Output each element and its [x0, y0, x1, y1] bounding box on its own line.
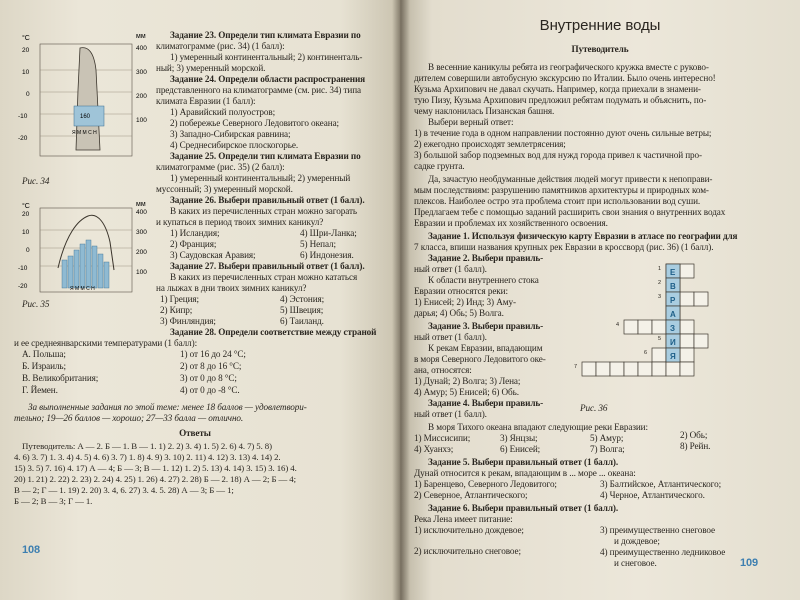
task25-line: климатограмме (рис. 35) (2 балл):: [156, 162, 285, 172]
question-line: Выбери верный ответ:: [428, 117, 514, 127]
task3-option: 4) Амур; 5) Енисей; 6) Обь.: [414, 387, 519, 397]
crossword-letter: Р: [670, 296, 676, 305]
task4-option: 5) Амур;: [590, 433, 624, 443]
task3-line: К рекам Евразии, впадающим: [428, 343, 543, 353]
score-text: За выполненные задания по этой теме: менее 18 баллов — удовлетвори-: [28, 402, 307, 412]
para2-line: мым последствиям: разрушению памятников архитектуры и природных ком-: [414, 185, 709, 195]
intro-line: В весенние каникулы ребята из географического кружка вместе с руково-: [428, 62, 709, 72]
task4-title: Задание 4. Выбери правиль-: [428, 398, 544, 408]
task5-line: Дунай относится к рекам, впадающим в ... море ... океана:: [414, 468, 636, 478]
task28-title: Задание 28. Определи соответствие между страной: [170, 327, 377, 337]
svg-text:-10: -10: [18, 113, 28, 120]
svg-text:200: 200: [136, 93, 147, 100]
task3-title: Задание 3. Выбери правиль-: [428, 321, 544, 331]
task4-option: 8) Рейн.: [680, 441, 711, 451]
crossword-letter: Я: [670, 352, 676, 361]
question-line: садке грунта.: [414, 161, 465, 171]
book-gutter: [392, 0, 410, 600]
task6-title: Задание 6. Выбери правильный ответ (1 балл).: [428, 503, 619, 513]
crossword-letter: В: [670, 282, 676, 291]
question-line: 3) большой забор подземных вод для нужд города привел к частичной про-: [414, 150, 702, 160]
task27-option: 5) Швеция;: [280, 305, 324, 315]
fig34-y-left-label: °С: [22, 35, 30, 42]
right-page: [400, 0, 800, 600]
para2-line: плексов. Наиболее остро эта проблема стоит при использовании вод суши.: [414, 196, 701, 206]
task27-option: 4) Эстония;: [280, 294, 325, 304]
task28-temp: 3) от 0 до 8 °С;: [180, 373, 237, 383]
fig35-left-ticks: [18, 211, 30, 290]
task28-temp: 4) от 0 до -8 °С.: [180, 385, 240, 395]
para2-line: Евразии и проблемах их хозяйственного освоения.: [414, 218, 608, 228]
task4-option: 3) Янцзы;: [500, 433, 538, 443]
climatogram-fig35: [18, 198, 158, 298]
crossword-numbers: [574, 266, 661, 370]
task3-line: ный ответ (1 балл).: [414, 332, 487, 342]
task27-line: на лыжах в дни твоих зимних каникул?: [156, 283, 307, 293]
svg-text:400: 400: [136, 45, 147, 52]
task26-line: В каких из перечисленных стран можно загорать: [170, 206, 357, 216]
task28-country: В. Великобритания;: [22, 373, 99, 383]
svg-text:20: 20: [22, 211, 30, 218]
svg-text:0: 0: [26, 247, 30, 254]
answers-line: В — 2; Г — 1. 19) 2. 20) 3. 4, 6. 27) 3. 4. 5. 28) А — 3; Б — 1;: [14, 485, 234, 495]
svg-text:100: 100: [136, 269, 147, 276]
task5-option: 4) Черное, Атлантического.: [600, 490, 705, 500]
fig34-caption: Рис. 34: [22, 176, 50, 186]
question-line: 2) ежегодно происходят землетрясения;: [414, 139, 566, 149]
intro-line: чему наклонилась Пизанская башня.: [414, 106, 555, 116]
question-line: 1) в течение года в одном направлении постоянно дуют очень сильные ветры;: [414, 128, 712, 138]
task4-option: 4) Хуанхэ;: [414, 444, 454, 454]
task26-option: 1) Исландия;: [170, 228, 220, 238]
crossword-number: 5: [658, 336, 662, 342]
para2-line: Предлагаем тебе с помощью заданий расширить свои знания о внутренних водах: [414, 207, 726, 217]
task24-line: 1) Аравийский полуостров;: [170, 107, 276, 117]
task2-option: дарья; 4) Обь; 5) Волга.: [414, 308, 504, 318]
fig34-left-ticks: [18, 47, 30, 142]
task6-line: Река Лена имеет питание:: [414, 514, 513, 524]
task6-option: 2) исключительно снеговое;: [414, 546, 521, 556]
task28-temp: 1) от 16 до 24 °С;: [180, 349, 246, 359]
task26-line: и купаться в период твоих зимних каникул?: [156, 217, 324, 227]
task1-line: 7 класса, впиши названия крупных рек Евразии в кроссворд (рис. 36) (1 балл).: [414, 242, 714, 252]
task1-line: Задание 1. Используя физическую карту Евразии в атласе по географии для: [428, 231, 738, 241]
task6-option: и дождевое;: [614, 536, 660, 546]
task2-line: Евразии относятся реки:: [414, 286, 508, 296]
section-subheading: Путеводитель: [571, 44, 629, 54]
task27-line: В каких из перечисленных стран можно кататься: [170, 272, 358, 282]
answers-line: 4. 6) 3. 7) 1. 3. 4) 4. 5) 4. 6) 3. 7) 1. 8) 4. 9) 3. 10) 2. 11) 4. 12) 3. 13) 4. 14) 2.: [14, 452, 281, 462]
svg-text:10: 10: [22, 229, 30, 236]
task24-line: 4) Среднесибирское плоскогорье.: [170, 140, 299, 150]
fig35-caption: Рис. 35: [22, 299, 50, 309]
svg-text:-20: -20: [18, 283, 28, 290]
task2-option: 1) Енисей; 2) Инд; 3) Аму-: [414, 297, 516, 307]
task4-line: В моря Тихого океана впадают следующие реки Евразии:: [428, 422, 648, 432]
crossword-letter: Е: [670, 268, 676, 277]
task24-line: 2) побережье Северного Ледовитого океана;: [170, 118, 339, 128]
task4-option: 6) Енисей;: [500, 444, 541, 454]
task27-option: 1) Греция;: [160, 294, 199, 304]
svg-text:20: 20: [22, 47, 30, 54]
answers-line: Б — 2; В — 3; Г — 1.: [14, 496, 93, 506]
task3-line: в моря Северного Ледовитого оке-: [414, 354, 546, 364]
crossword-number: 7: [574, 364, 578, 370]
task28-country: Б. Израиль;: [22, 361, 66, 371]
task4-option: 1) Миссисипи;: [414, 433, 471, 443]
svg-text:300: 300: [136, 69, 147, 76]
task4-option: 2) Обь;: [680, 430, 708, 440]
task27-option: 6) Таиланд.: [280, 316, 324, 326]
fig36-caption: Рис. 36: [580, 403, 608, 413]
fig35-months: Я М М С Н: [70, 286, 95, 292]
task25-title: Задание 25. Определи тип климата Евразии по: [170, 151, 361, 161]
task5-option: 1) Баренцево, Северного Ледовитого;: [414, 479, 557, 489]
intro-line: Кузьма Архипович не давал скучать. Например, когда приехали в знамени-: [414, 84, 701, 94]
task5-title: Задание 5. Выбери правильный ответ (1 балл).: [428, 457, 619, 467]
task23-line: 1) умеренный континентальный; 2) континенталь-: [170, 52, 363, 62]
crossword-letter: И: [670, 338, 676, 347]
task25-line: 1) умеренный континентальный; 2) умеренный: [170, 173, 351, 183]
task26-option: 6) Индонезия.: [300, 250, 354, 260]
crossword-number: 3: [658, 294, 662, 300]
crossword-number: 4: [616, 322, 620, 328]
crossword-number: 6: [644, 350, 648, 356]
fig35-right-ticks: [136, 209, 147, 276]
answers-title: Ответы: [179, 428, 211, 438]
answers-line: 15) 3. 5) 7. 16) 4. 17) А — 4; Б — 3; В — 1. 12) 1. 2) 5. 13) 4. 14) 3. 15) 3. 16) 4.: [14, 463, 297, 473]
crossword-number: 1: [658, 266, 662, 272]
fig34-y-right-label: мм: [136, 33, 146, 40]
task2-title: Задание 2. Выбери правиль-: [428, 253, 544, 263]
task2-line: ный ответ (1 балл).: [414, 264, 487, 274]
task28-country: А. Польша;: [22, 349, 66, 359]
crossword-letter: А: [670, 310, 676, 319]
task2-line: К области внутреннего стока: [428, 275, 539, 285]
climatogram-fig34: [18, 30, 158, 170]
svg-text:-10: -10: [18, 265, 28, 272]
task6-option: 4) преимущественно ледниковое: [600, 547, 726, 557]
task3-option: 1) Дунай; 2) Волга; 3) Лена;: [414, 376, 521, 386]
task26-option: 2) Франция;: [170, 239, 217, 249]
task26-option: 3) Саудовская Аравия;: [170, 250, 256, 260]
crossword-number: 2: [658, 280, 662, 286]
task27-title: Задание 27. Выбери правильный ответ (1 балл).: [170, 261, 365, 271]
fig34-right-ticks: [136, 45, 147, 124]
svg-text:100: 100: [136, 117, 147, 124]
fig34-precip-value: 160: [80, 114, 91, 120]
task26-title: Задание 26. Выбери правильный ответ (1 балл).: [170, 195, 365, 205]
task27-option: 3) Финляндия;: [160, 316, 216, 326]
task25-line: муссонный; 3) умеренный морской.: [156, 184, 293, 194]
score-text: тельно; 19—26 баллов — хорошо; 27—33 балла — отлично.: [14, 413, 244, 423]
para2-line: Да, зачастую необдуманные действия людей могут привести к непоправи-: [428, 174, 713, 184]
fig35-y-left-label: °С: [22, 203, 30, 210]
task27-option: 2) Кипр;: [160, 305, 193, 315]
answers-line: Путеводитель: А — 2. Б — 1. В — 1. 1) 2. 2) 3. 4) 1. 5) 2. 6) 4. 7) 5. 8): [22, 441, 272, 451]
task6-option: 1) исключительно дождевое;: [414, 525, 524, 535]
fig35-y-right-label: мм: [136, 201, 146, 208]
task23-line: ный; 3) умеренный морской.: [156, 63, 266, 73]
task24-line: климата Евразии (1 балл):: [156, 96, 256, 106]
page-number-right: 109: [740, 557, 759, 569]
page-number-left: 108: [22, 544, 41, 556]
svg-text:300: 300: [136, 229, 147, 236]
task3-line: ана, относятся:: [414, 365, 472, 375]
task4-option: 7) Волга;: [590, 444, 625, 454]
task28-line: и ее среднеянварскими температурами (1 балл):: [14, 338, 198, 348]
svg-text:10: 10: [22, 69, 30, 76]
task6-option: 3) преимущественно снеговое: [600, 525, 715, 535]
svg-text:400: 400: [136, 209, 147, 216]
intro-line: тую Пизу, Кузьма Архипович предложил ребятам подумать и объяснить, по-: [414, 95, 707, 105]
crossword-fig36: [570, 262, 790, 398]
svg-text:0: 0: [26, 91, 30, 98]
svg-text:-20: -20: [18, 135, 28, 142]
task28-country: Г. Йемен.: [22, 385, 58, 395]
svg-text:200: 200: [136, 249, 147, 256]
task6-option: и снеговое.: [614, 558, 657, 568]
task24-title: Задание 24. Определи области распространения: [170, 74, 366, 84]
crossword-letter: З: [670, 324, 676, 333]
page-heading: Внутренние воды: [539, 17, 661, 34]
fig34-months: Я М М С Н: [72, 130, 97, 136]
task26-option: 4) Шри-Ланка;: [300, 228, 357, 238]
task26-option: 5) Непал;: [300, 239, 336, 249]
intro-line: дителем совершили автобусную экскурсию по Италии. Было очень интересно!: [414, 73, 716, 83]
task5-option: 2) Северное, Атлантического;: [414, 490, 528, 500]
task5-option: 3) Балтийское, Атлантического;: [600, 479, 722, 489]
task23-line: климатограмме (рис. 34) (1 балл):: [156, 41, 285, 51]
answers-line: 20) 1. 21) 2. 22) 2. 23) 2. 24) 4. 25) 1. 26) 4. 27) 2. 28) Б — 2. 18) А — 2; Б — 4;: [14, 474, 296, 484]
task23-title: Задание 23. Определи тип климата Евразии по: [170, 30, 361, 40]
task24-line: представленного на климатограмме (см. рис. 34) типа: [156, 85, 362, 95]
task28-temp: 2) от 8 до 16 °С;: [180, 361, 242, 371]
task4-line: ный ответ (1 балл).: [414, 409, 487, 419]
task24-line: 3) Западно-Сибирская равнина;: [170, 129, 291, 139]
